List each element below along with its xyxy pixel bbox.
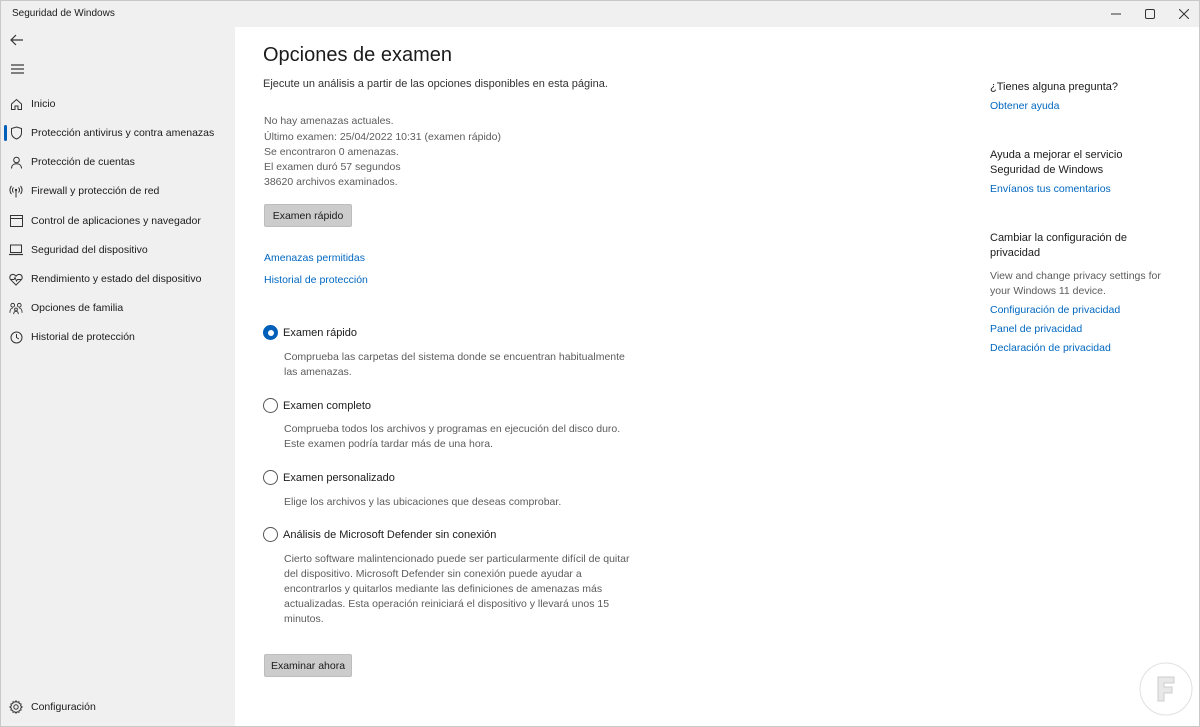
- quick-scan-button[interactable]: Examen rápido: [264, 204, 352, 227]
- privacy-heading: Cambiar la configuración de privacidad: [990, 232, 1127, 259]
- privacy-dashboard-link[interactable]: Panel de privacidad: [990, 323, 1083, 335]
- window-title: Seguridad de Windows: [12, 8, 115, 19]
- privacy-settings-link[interactable]: Configuración de privacidad: [990, 304, 1121, 316]
- full-scan-label[interactable]: Examen completo: [283, 400, 372, 412]
- sidebar-item-label: Protección de cuentas: [31, 156, 135, 168]
- custom-scan-description: Elige los archivos y las ubicaciones que deseas comprobar.: [284, 496, 562, 508]
- sidebar-item-settings[interactable]: [1, 694, 235, 720]
- antenna-icon: [9, 184, 23, 198]
- shield-icon: [9, 126, 23, 140]
- full-scan-description: Comprueba todos los archivos y programas en ejecución del disco duro. Este examen podría tardar más de una hora.: [284, 423, 621, 450]
- quick-scan-radio[interactable]: [263, 325, 278, 340]
- home-icon: [9, 97, 23, 111]
- sidebar-item-label: Control de aplicaciones y navegador: [31, 215, 201, 227]
- custom-scan-label[interactable]: Examen personalizado: [283, 472, 395, 484]
- sidebar-item-label: Opciones de familia: [31, 302, 124, 314]
- heart-pulse-icon: [9, 272, 23, 286]
- full-scan-radio[interactable]: [263, 398, 278, 413]
- sidebar-item-app-browser-control[interactable]: [1, 208, 235, 234]
- close-button[interactable]: [1165, 1, 1200, 27]
- improve-heading: Ayuda a mejorar el servicio Seguridad de Windows: [990, 149, 1123, 176]
- status-line: El examen duró 57 segundos: [264, 161, 401, 173]
- scan-now-button[interactable]: Examinar ahora: [264, 654, 352, 677]
- maximize-button[interactable]: [1131, 1, 1169, 27]
- privacy-text: View and change privacy settings for your Windows 11 device.: [990, 270, 1161, 297]
- sidebar-item-firewall[interactable]: [1, 178, 235, 204]
- sidebar-item-label: Inicio: [31, 98, 56, 110]
- sidebar-item-home[interactable]: [1, 91, 235, 117]
- feedback-link[interactable]: Envíanos tus comentarios: [990, 183, 1111, 195]
- offline-scan-description: Cierto software malintencionado puede ser particularmente difícil de quitar del dispositivo. Microsoft Defender sin conexión puede ayudar a encontrarlos y quitarlos mediante las definiciones de amenazas más actualizadas. Esta operación reiniciará el dispositivo y llevará unos 15 minutos.: [284, 553, 630, 625]
- privacy-statement-link[interactable]: Declaración de privacidad: [990, 342, 1111, 354]
- back-button[interactable]: [7, 30, 27, 50]
- quick-scan-label[interactable]: Examen rápido: [283, 327, 357, 339]
- minimize-button[interactable]: [1097, 1, 1135, 27]
- minimize-icon: [1111, 9, 1121, 19]
- sidebar-item-label: Historial de protección: [31, 331, 135, 343]
- sidebar: [1, 27, 235, 727]
- sidebar-item-device-performance[interactable]: [1, 266, 235, 292]
- sidebar-item-family-options[interactable]: [1, 295, 235, 321]
- app-window-icon: [9, 214, 23, 228]
- close-icon: [1179, 9, 1189, 19]
- status-line: 38620 archivos examinados.: [264, 176, 398, 188]
- help-question-heading: ¿Tienes alguna pregunta?: [990, 81, 1119, 93]
- status-line: No hay amenazas actuales.: [264, 115, 394, 127]
- custom-scan-radio[interactable]: [263, 470, 278, 485]
- person-icon: [9, 155, 23, 169]
- sidebar-item-virus-protection[interactable]: [1, 120, 235, 146]
- active-indicator: [4, 125, 7, 141]
- get-help-link[interactable]: Obtener ayuda: [990, 100, 1060, 112]
- offline-scan-radio[interactable]: [263, 527, 278, 542]
- watermark-logo-icon: [1138, 661, 1194, 717]
- sidebar-item-label: Seguridad del dispositivo: [31, 244, 148, 256]
- sidebar-item-label: Configuración: [31, 701, 96, 713]
- sidebar-item-protection-history[interactable]: [1, 324, 235, 350]
- menu-button[interactable]: [7, 59, 27, 79]
- family-icon: [9, 301, 23, 315]
- page-title: Opciones de examen: [263, 44, 453, 66]
- title-bar: [1, 1, 1199, 27]
- page-subtitle: Ejecute un análisis a partir de las opciones disponibles en esta página.: [263, 78, 608, 90]
- allowed-threats-link[interactable]: Amenazas permitidas: [264, 252, 365, 264]
- sidebar-item-label: Firewall y protección de red: [31, 185, 160, 197]
- hamburger-icon: [11, 64, 24, 74]
- offline-scan-label[interactable]: Análisis de Microsoft Defender sin conexión: [283, 529, 497, 541]
- history-icon: [9, 330, 23, 344]
- back-arrow-icon: [10, 34, 24, 46]
- status-line: Último examen: 25/04/2022 10:31 (examen rápido): [264, 131, 501, 143]
- sidebar-item-device-security[interactable]: [1, 237, 235, 263]
- sidebar-item-account-protection[interactable]: [1, 149, 235, 175]
- laptop-icon: [9, 243, 23, 257]
- sidebar-item-label: Protección antivirus y contra amenazas: [31, 127, 215, 139]
- protection-history-link[interactable]: Historial de protección: [264, 274, 368, 286]
- main-content: [235, 27, 1200, 727]
- gear-icon: [9, 700, 23, 714]
- sidebar-item-label: Rendimiento y estado del dispositivo: [31, 273, 202, 285]
- status-line: Se encontraron 0 amenazas.: [264, 146, 399, 158]
- quick-scan-description: Comprueba las carpetas del sistema donde se encuentran habitualmente las amenazas.: [284, 351, 625, 378]
- maximize-icon: [1145, 9, 1155, 19]
